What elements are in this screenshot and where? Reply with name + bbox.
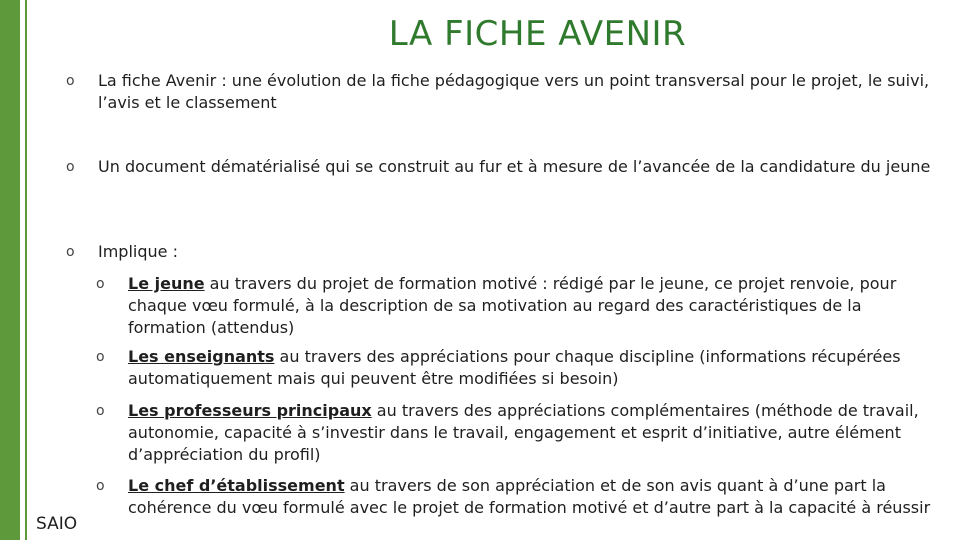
- sub-bullet-item: [96, 400, 942, 466]
- sub-bullet-lead: Les professeurs principaux: [128, 401, 372, 420]
- sub-bullet-lead: Le chef d’établissement: [128, 476, 345, 495]
- sub-bullet-item: [96, 273, 942, 339]
- bullet-marker-icon: o: [96, 478, 105, 494]
- sub-bullet-body: au travers des appréciations complémentaires (méthode de travail, autonomie, capacité à s’investir dans le travail, engagement et esprit d’initiative, autre élément d’appréciation du profil): [128, 401, 919, 464]
- sub-bullet-text: [128, 346, 942, 390]
- sub-bullet-body: au travers du projet de formation motivé : rédigé par le jeune, ce projet renvoie, pour chaque vœu formulé, à la description de sa motivation au regard des caractéristiques de la formation (attendus): [128, 274, 897, 337]
- accent-line: [25, 0, 27, 540]
- footer-label: SAIO: [36, 514, 78, 534]
- bullet-text: Un document dématérialisé qui se construit au fur et à mesure de l’avancée de la candidature du jeune: [98, 157, 931, 176]
- sub-bullet-lead: Le jeune: [128, 274, 205, 293]
- sub-bullet-body: au travers des appréciations pour chaque discipline (informations récupérées automatiquement mais qui peuvent être modifiées si besoin): [128, 347, 901, 388]
- sub-bullet-text: [128, 273, 942, 339]
- bullet-marker-icon: o: [96, 276, 105, 292]
- sub-bullet-item: [96, 346, 942, 390]
- sub-bullet-text: [128, 400, 942, 466]
- bullet-marker-icon: o: [96, 403, 105, 419]
- sub-bullet-text: [128, 475, 942, 519]
- bullet-text: La fiche Avenir : une évolution de la fiche pédagogique vers un point transversal pour le projet, le suivi, l’avis et le classement: [98, 71, 930, 112]
- bullet-text: Implique :: [98, 242, 178, 261]
- bullet-marker-icon: o: [66, 73, 75, 89]
- bullet-marker-icon: o: [66, 244, 75, 260]
- accent-bar: [0, 0, 20, 540]
- sub-bullet-body: au travers de son appréciation et de son avis quant à d’une part la cohérence du vœu formulé avec le projet de formation motivé et d’autre part à la capacité à réussir: [128, 476, 931, 517]
- sub-bullet-lead: Les enseignants: [128, 347, 275, 366]
- sub-bullet-item: [96, 475, 942, 519]
- bullet-item: [66, 241, 946, 263]
- bullet-marker-icon: o: [96, 349, 105, 365]
- bullet-marker-icon: o: [66, 159, 75, 175]
- page-title: LA FICHE AVENIR: [388, 14, 687, 54]
- bullet-item: [66, 70, 946, 114]
- bullet-item: [66, 156, 946, 178]
